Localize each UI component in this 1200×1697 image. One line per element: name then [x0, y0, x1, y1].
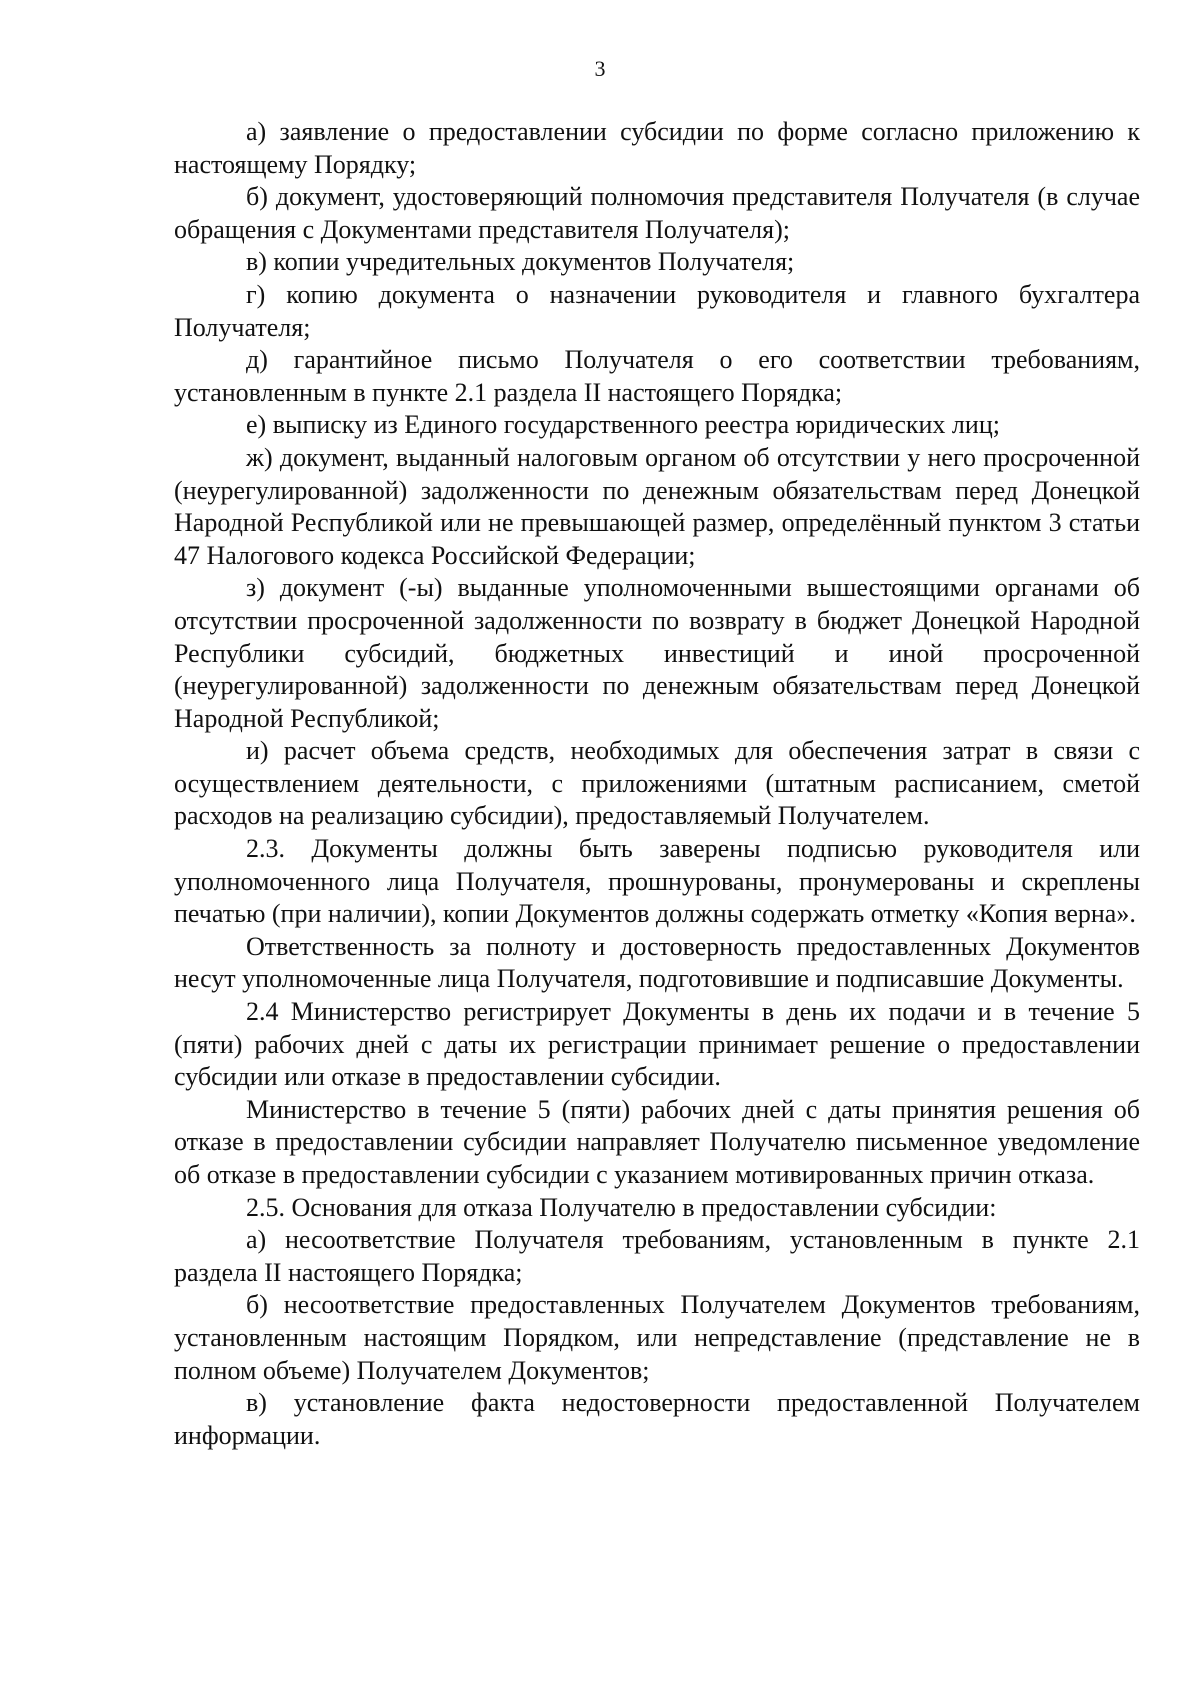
paragraph-clause-2-5: 2.5. Основания для отказа Получателю в предоставлении субсидии: — [246, 1192, 997, 1222]
paragraph-item-e: е) выписку из Единого государственного реестра юридических лиц; — [246, 410, 1000, 440]
paragraph-item-d: д) гарантийное письмо Получателя о его соответствии требованиям, установленным в пункте 2.1 раздела II настоящего Порядка; — [174, 345, 1140, 407]
paragraph-item-v: в) копии учредительных документов Получателя; — [246, 247, 795, 277]
page-number: 3 — [594, 56, 606, 81]
paragraph-item-b: б) документ, удостоверяющий полномочия представителя Получателя (в случае обращения с Документами представителя Получателя); — [174, 182, 1140, 244]
paragraph-clause-2-3: 2.3. Документы должны быть заверены подписью руководителя или уполномоченного лица Получателя, прошнурованы, пронумерованы и скреплены печатью (при наличии), копии Документов должны содержать отметку «Копия верна». — [174, 834, 1140, 929]
paragraph-refusal-v: в) установление факта недостоверности предоставленной Получателем информации. — [174, 1388, 1140, 1450]
paragraph-item-zh: ж) документ, выданный налоговым органом об отсутствии у него просроченной (неурегулированной) задолженности по денежным обязательствам перед Донецкой Народной Республикой или не превышающей размер, определённый пунктом 3 статьи 47 Налогового кодекса Российской Федерации; — [174, 442, 1140, 570]
paragraph-refusal-a: а) несоответствие Получателя требованиям, установленным в пункте 2.1 раздела II настоящего Порядка; — [174, 1225, 1140, 1287]
paragraph-refusal-b: б) несоответствие предоставленных Получателем Документов требованиям, установленным настоящим Порядком, или непредставление (представление не в полном объеме) Получателем Документов; — [174, 1290, 1140, 1385]
paragraph-refusal-notice: Министерство в течение 5 (пяти) рабочих дней с даты принятия решения об отказе в предоставлении субсидии направляет Получателю письменное уведомление об отказе в предоставлении субсидии с указанием мотивированных причин отказа. — [174, 1094, 1140, 1189]
paragraph-clause-2-4: 2.4 Министерство регистрирует Документы в день их подачи и в течение 5 (пяти) рабочих дней с даты их регистрации принимает решение о предоставлении субсидии или отказе в предоставлении субсидии. — [174, 997, 1140, 1092]
paragraph-item-g: г) копию документа о назначении руководителя и главного бухгалтера Получателя; — [174, 279, 1140, 342]
paragraph-item-i: и) расчет объема средств, необходимых для обеспечения затрат в связи с осуществлением деятельности, с приложениями (штатным расписанием, сметой расходов на реализацию субсидии), предоставляемый Получателем. — [174, 736, 1140, 831]
paragraph-item-a: а) заявление о предоставлении субсидии по форме согласно приложению к настоящему Порядку; — [174, 117, 1140, 179]
paragraph-responsibility: Ответственность за полноту и достоверность предоставленных Документов несут уполномоченные лица Получателя, подготовившие и подписавшие Документы. — [174, 931, 1140, 994]
document-body — [174, 116, 1140, 1452]
paragraph-item-z: з) документ (-ы) выданные уполномоченными вышестоящими органами об отсутствии просроченной задолженности по возврату в бюджет Донецкой Народной Республики субсидий, бюджетных инвестиций и иной просроченной (неурегулированной) задолженности по денежным обязательствам перед Донецкой Народной Республикой; — [174, 573, 1140, 733]
